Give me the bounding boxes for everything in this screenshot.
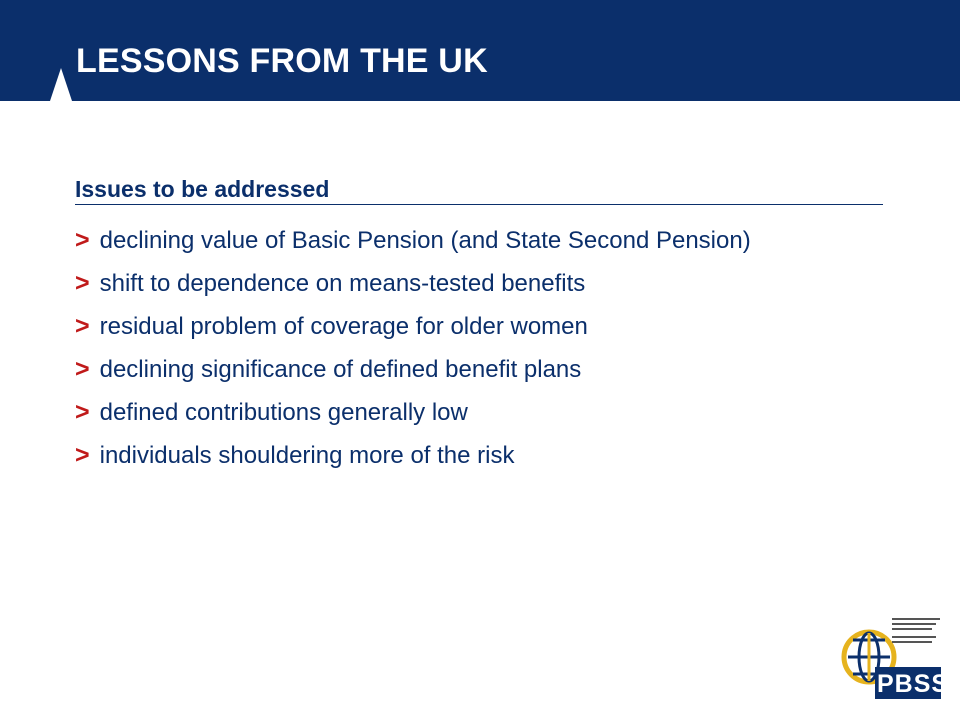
bullet-marker: > (75, 312, 90, 340)
bullet-marker: > (75, 398, 90, 426)
bullet-marker: > (75, 355, 90, 383)
bullet-marker: > (75, 226, 90, 254)
bullet-text: declining value of Basic Pension (and State Second Pension) (99, 226, 751, 254)
pbss-logo-text: PBSS (877, 670, 950, 698)
bullet-text: defined contributions generally low (99, 398, 468, 426)
bullet-text: declining significance of defined benefit plans (99, 355, 582, 383)
bullet-marker: > (75, 441, 90, 469)
pbss-logo (840, 612, 950, 702)
bullet-item (75, 305, 751, 348)
bullet-item (75, 391, 751, 434)
section-heading: Issues to be addressed (75, 175, 883, 205)
slide-title: LESSONS FROM THE UK (76, 42, 488, 80)
bullet-list (75, 219, 751, 477)
bullet-text: residual problem of coverage for older women (99, 312, 588, 340)
bullet-text: shift to dependence on means-tested benefits (99, 269, 586, 297)
bullet-item (75, 434, 751, 477)
header-notch-decoration (50, 68, 72, 101)
bullet-item (75, 348, 751, 391)
bullet-marker: > (75, 269, 90, 297)
bullet-text: individuals shouldering more of the risk (99, 441, 515, 469)
bullet-item (75, 219, 751, 262)
bullet-item (75, 262, 751, 305)
